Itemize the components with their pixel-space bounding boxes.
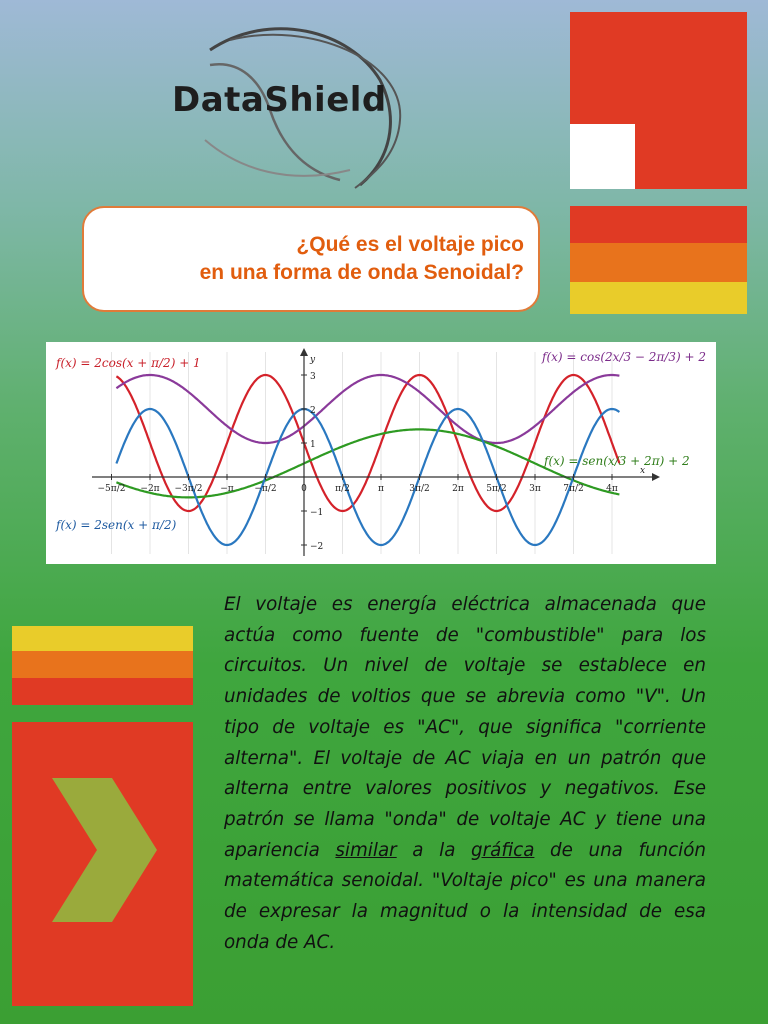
logo-text: DataShield <box>172 80 387 120</box>
y-tick-label: 1 <box>310 440 316 450</box>
yellow-stripe <box>570 282 747 314</box>
link-similar[interactable]: similar <box>335 839 397 861</box>
y-tick-label: 2 <box>310 406 316 416</box>
paragraph-part-1: El voltaje es energía eléctrica almacenada que actúa como fuente de "combustible" para los circuitos. Un nivel de voltaje se establece en unidades de voltios que se abrevia como "V". Un tipo de voltaje es "AC", que significa "corriente alterna". El voltaje de AC viaja en un patrón que alterna entre valores positivos y negativos. Ese patrón se llama "onda" de voltaje AC y tiene una apariencia <box>224 594 706 861</box>
x-tick-label: −π/2 <box>254 484 277 494</box>
title-box <box>82 206 540 312</box>
function-graph <box>46 342 716 564</box>
paragraph-part-2: a la <box>396 839 472 861</box>
x-tick-label: 3π/2 <box>409 484 430 494</box>
x-tick-label: 7π/2 <box>563 484 584 494</box>
y-tick-label: 3 <box>310 372 316 382</box>
red-stripe <box>570 206 747 243</box>
left-red-stripe <box>12 678 193 705</box>
x-tick-label: 0 <box>301 484 307 494</box>
formula-purple: f(x) = cos(2x/3 − 2π/3) + 2 <box>542 350 707 364</box>
title-line-2: en una forma de onda Senoidal? <box>199 261 524 284</box>
x-tick-label: π/2 <box>335 484 350 494</box>
body-paragraph <box>224 590 706 958</box>
y-tick-label: −1 <box>310 508 324 518</box>
left-yellow-stripe <box>12 626 193 651</box>
y-axis-label: y <box>310 355 316 365</box>
x-tick-label: −5π/2 <box>97 484 126 494</box>
x-tick-label: 5π/2 <box>486 484 507 494</box>
formula-red: f(x) = 2cos(x + π/2) + 1 <box>56 356 201 370</box>
x-tick-label: π <box>378 484 384 494</box>
x-tick-label: 4π <box>606 484 618 494</box>
x-tick-label: 2π <box>452 484 464 494</box>
y-axis-arrow <box>300 348 308 356</box>
x-tick-label: −3π/2 <box>174 484 203 494</box>
formula-green: f(x) = sen(x/3 + 2π) + 2 <box>544 454 690 468</box>
link-grafica[interactable]: gráfica <box>471 839 535 861</box>
x-tick-label: −2π <box>140 484 160 494</box>
x-tick-label: −π <box>220 484 234 494</box>
white-inner-block <box>570 124 635 189</box>
x-tick-label: 3π <box>529 484 541 494</box>
curve-purple <box>116 375 619 443</box>
paragraph-part-3: de una función matemática senoidal. "Voltaje pico" es una manera de expresar la magnitud o la intensidad de esa onda de AC. <box>224 839 707 953</box>
formula-blue: f(x) = 2sen(x + π/2) <box>56 518 177 532</box>
x-axis-label: x <box>640 466 646 476</box>
y-tick-label: −2 <box>310 542 324 552</box>
left-orange-stripe <box>12 651 193 678</box>
orange-stripe <box>570 243 747 282</box>
title-line-1: ¿Qué es el voltaje pico <box>296 233 524 256</box>
x-axis-arrow <box>652 473 660 481</box>
chevron-right-icon <box>12 722 193 1006</box>
